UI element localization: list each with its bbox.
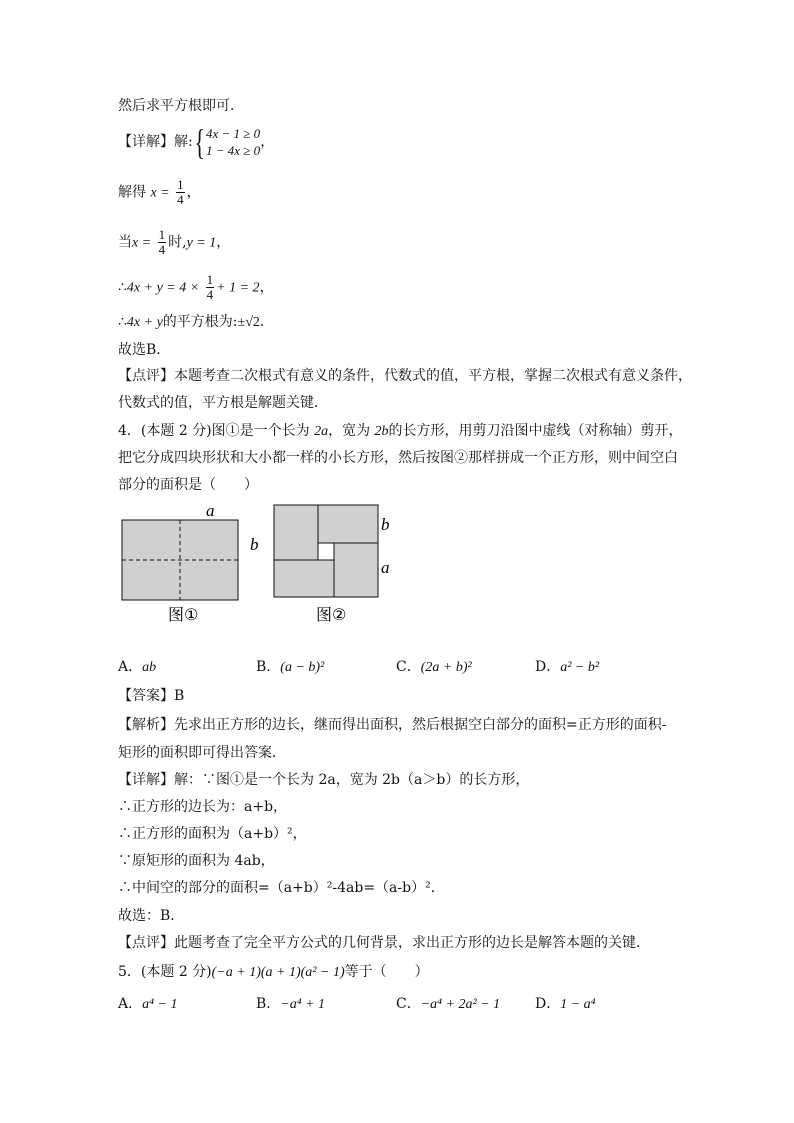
figure-1: [110, 500, 270, 630]
piece-bottom-left: [274, 560, 334, 597]
text: 当: [118, 234, 132, 251]
option-letter: D．: [535, 659, 561, 675]
therefore-icon: ∴: [118, 279, 127, 296]
option-text: a² − b²: [560, 660, 600, 675]
text: 的长方形，用剪刀沿图中虚线（对称轴）剪开，: [388, 423, 683, 439]
q5-option-b[interactable]: [256, 994, 325, 1015]
option-c[interactable]: [396, 657, 472, 678]
punct: ，: [260, 134, 275, 150]
therefore-icon: ∴: [118, 314, 127, 330]
math-expr: ±√2: [237, 315, 260, 330]
analysis-line-1: 【解析】先求出正方形的边长，继而得出面积，然后根据空白部分的面积=正方形的面积-: [118, 717, 667, 733]
analysis-line-2: 矩形的面积即可得出答案．: [118, 745, 286, 761]
numerator: 1: [177, 177, 184, 192]
label-b: b: [250, 535, 259, 554]
math-expr: 2b: [374, 424, 389, 439]
piece-top-right: [318, 505, 378, 543]
question-4-line-2: 把它分成四块形状和大小都一样的小长方形，然后按图②那样拼成一个正方形，则中间空白: [118, 450, 678, 466]
math-expr: (−a + 1)(a + 1)(a² − 1): [211, 965, 345, 980]
comment-line-1: 【点评】本题考查二次根式有意义的条件，代数式的值，平方根，掌握二次根式有意义条件，: [118, 368, 692, 384]
answer-line: 【答案】B: [118, 688, 185, 704]
denominator: 4: [177, 192, 184, 207]
detail-line-6: 故选：B．: [118, 908, 185, 924]
question-4-line-1: [118, 421, 683, 442]
figure-caption: 图②: [316, 605, 347, 624]
fraction: [206, 273, 215, 302]
text: ，宽为: [328, 423, 371, 439]
figure-caption: 图①: [168, 605, 199, 624]
center-gap: [318, 543, 334, 560]
denominator: 4: [158, 242, 166, 257]
option-text: ab: [142, 660, 157, 675]
therefore-calc-line: [118, 273, 274, 302]
fraction: [176, 178, 185, 207]
label-detail: 【详解】解:: [118, 134, 193, 150]
text: 5．(本题 2 分): [118, 964, 212, 980]
option-text: (2a + b)²: [420, 660, 472, 675]
math-expr: x =: [150, 185, 170, 201]
math-expr: x =: [132, 235, 152, 251]
choose-line: 故选B．: [118, 342, 171, 358]
piece-top-left: [274, 505, 318, 560]
option-letter: B．: [256, 996, 281, 1012]
option-letter: D．: [535, 996, 561, 1012]
denominator: 4: [206, 287, 214, 302]
math-expr: + 1 = 2: [216, 280, 260, 296]
math-expr: 4x + y = 4 ×: [126, 280, 200, 296]
text: 等于（ ）: [344, 964, 429, 980]
text-line: 然后求平方根即可．: [118, 98, 244, 114]
q5-option-c[interactable]: [396, 994, 500, 1015]
inequality-2: 1 − 4x ≥ 0: [206, 143, 261, 158]
punct: ．: [259, 314, 274, 330]
option-text: a⁴ − 1: [142, 997, 178, 1012]
text: 的平方根为:: [162, 314, 238, 330]
option-d[interactable]: [535, 657, 599, 678]
text: 解得: [118, 184, 146, 201]
option-text: −a⁴ + 2a² − 1: [420, 997, 501, 1012]
square-root-line: [118, 312, 274, 333]
figure-2: [268, 500, 408, 630]
math-expr: 2a: [314, 424, 329, 439]
question-4-line-3: 部分的面积是（ ）: [118, 477, 258, 493]
option-b[interactable]: [256, 657, 324, 678]
numerator: 1: [158, 227, 166, 242]
detail-line-4: ∵原矩形的面积为 4ab，: [118, 853, 275, 869]
q5-option-d[interactable]: [535, 994, 596, 1015]
inequality-1: 4x − 1 ≥ 0: [206, 126, 261, 141]
label-a: a: [381, 558, 390, 577]
option-letter: B．: [256, 659, 281, 675]
piece-bottom-right: [334, 543, 378, 597]
label-a: a: [206, 501, 215, 520]
option-letter: A．: [118, 996, 143, 1012]
fraction: [158, 228, 167, 257]
when-x-line: [118, 228, 230, 257]
option-letter: C．: [396, 996, 421, 1012]
q5-option-a[interactable]: [118, 994, 177, 1015]
detail-line-5: ∴中间空的部分的面积=（a+b）²-4ab=（a-b）²．: [118, 880, 445, 896]
text: 4．(本题 2 分)图①是一个长为: [118, 423, 310, 439]
detail-line-3: ∴正方形的面积为（a+b）²，: [118, 826, 307, 842]
math-expr: 4x + y: [126, 315, 163, 330]
comment-line: 【点评】此题考查了完全平方公式的几何背景，求出正方形的边长是解答本题的关键．: [118, 935, 650, 951]
numerator: 1: [206, 272, 214, 287]
brace-icon: {: [194, 122, 205, 162]
option-text: (a − b)²: [280, 660, 325, 675]
inequality-system: [206, 125, 260, 159]
option-letter: C．: [396, 659, 421, 675]
math-expr: y = 1: [186, 235, 217, 251]
question-5-line: [118, 962, 429, 983]
option-a[interactable]: [118, 657, 156, 678]
option-text: 1 − a⁴: [560, 997, 596, 1012]
comment-line-2: 代数式的值，平方根是解题关键．: [118, 395, 328, 411]
option-letter: A．: [118, 659, 143, 675]
solution-system-line: [118, 124, 274, 160]
text: 时,: [168, 234, 187, 251]
detail-line-1: 【详解】解：∵图①是一个长为 2a，宽为 2b（a＞b）的长方形，: [118, 772, 530, 788]
option-text: −a⁴ + 1: [280, 997, 326, 1012]
label-b: b: [381, 515, 390, 534]
solve-x-line: [118, 178, 201, 207]
detail-line-2: ∴正方形的边长为：a+b，: [118, 799, 288, 815]
punct: ，: [259, 279, 274, 296]
punct: ，: [186, 184, 201, 201]
punct: ，: [216, 234, 231, 251]
